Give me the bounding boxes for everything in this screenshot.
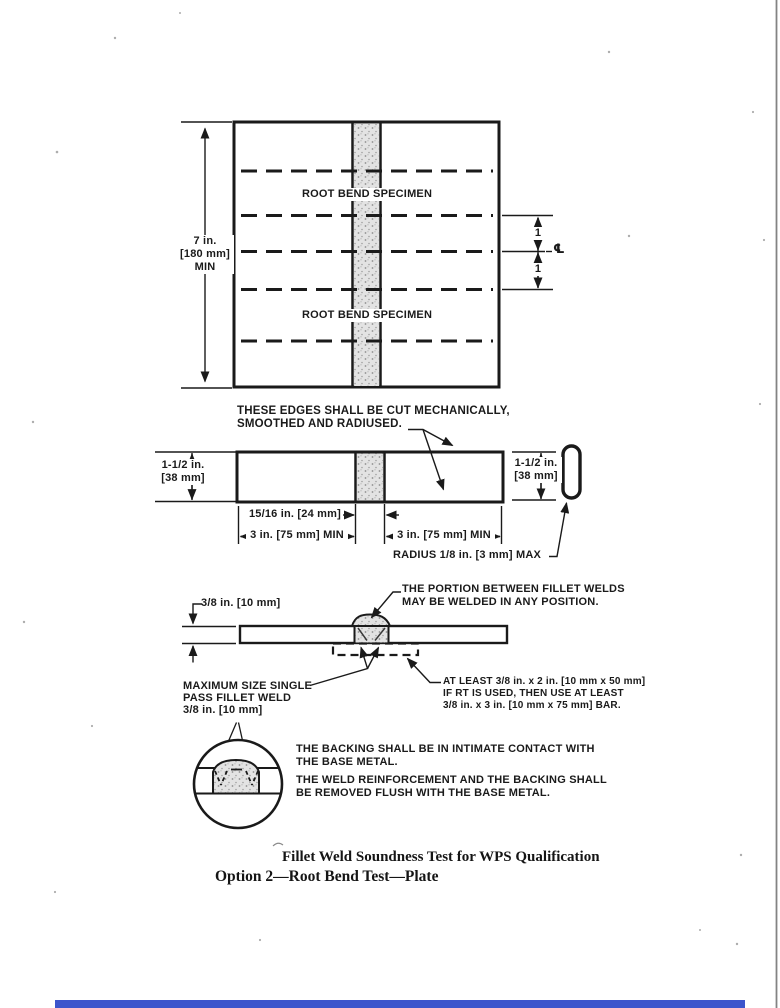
note-line: PASS FILLET WELD xyxy=(183,692,292,704)
note-line: BE REMOVED FLUSH WITH THE BASE METAL. xyxy=(296,787,551,799)
edge-view-specimen xyxy=(155,430,580,557)
plate-thickness-dimension: 3/8 in. [10 mm] xyxy=(201,597,281,609)
portion-note xyxy=(402,583,625,609)
edges-note xyxy=(237,405,510,431)
root-bend-specimen-label-bottom: ROOT BEND SPECIMEN xyxy=(302,309,433,321)
centerline-symbol: ℄ xyxy=(553,242,565,257)
note-line: MAY BE WELDED IN ANY POSITION. xyxy=(402,596,599,608)
backing-bar-note xyxy=(443,676,645,712)
note-line: IF RT IS USED, THEN USE AT LEAST xyxy=(443,688,624,699)
root-bend-specimen-label-top: ROOT BEND SPECIMEN xyxy=(302,188,433,200)
note-line: THE PORTION BETWEEN FILLET WELDS xyxy=(402,583,625,595)
note-line: 3/8 in. x 3 in. [10 mm x 75 mm] BAR. xyxy=(443,700,621,711)
note-line: THESE EDGES SHALL BE CUT MECHANICALLY, xyxy=(237,405,510,417)
dim-line: 1-1/2 in. xyxy=(161,459,205,471)
dim-line: 7 in. xyxy=(193,235,217,247)
plan-view-plate xyxy=(181,122,553,388)
left-min-dimension: 3 in. [75 mm] MIN xyxy=(246,529,348,542)
backing-contact-note xyxy=(296,743,595,769)
dim-line: [38 mm] xyxy=(161,472,205,484)
bottom-accent-bar xyxy=(55,1000,745,1008)
note-line: THE BACKING SHALL BE IN INTIMATE CONTACT WITH xyxy=(296,743,595,755)
right-min-dimension: 3 in. [75 mm] MIN xyxy=(393,529,495,542)
plate-height-dimension xyxy=(176,235,234,274)
fillet-weld-note xyxy=(183,680,312,716)
dim-line: MIN xyxy=(194,261,216,273)
note-line: AT LEAST 3/8 in. x 2 in. [10 mm x 50 mm] xyxy=(443,676,646,687)
note-line: THE BASE METAL. xyxy=(296,756,398,768)
figure-title: Fillet Weld Soundness Test for WPS Qualification xyxy=(282,849,600,865)
flush-removal-note xyxy=(296,774,607,800)
note-line: 3/8 in. [10 mm] xyxy=(183,704,263,716)
radius-note: RADIUS 1/8 in. [3 mm] MAX xyxy=(393,549,542,561)
weld-width-dimension: 15/16 in. [24 mm] xyxy=(248,508,341,520)
dim-line: 1-1/2 in. xyxy=(514,457,558,469)
offset-dimension-upper: 1 xyxy=(534,227,542,239)
figure-subtitle: Option 2—Root Bend Test—Plate xyxy=(215,868,439,885)
note-line: MAXIMUM SIZE SINGLE xyxy=(183,680,313,692)
thickness-dimension-left xyxy=(154,459,212,485)
note-line: THE WELD REINFORCEMENT AND THE BACKING SHALL xyxy=(296,774,607,786)
dim-line: [38 mm] xyxy=(514,470,558,482)
note-line: SMOOTHED AND RADIUSED. xyxy=(237,418,402,430)
offset-dimension-lower: 1 xyxy=(534,263,542,275)
detail-circle-view xyxy=(194,723,282,829)
dim-line: [180 mm] xyxy=(180,248,230,260)
thickness-dimension-right xyxy=(510,457,562,483)
